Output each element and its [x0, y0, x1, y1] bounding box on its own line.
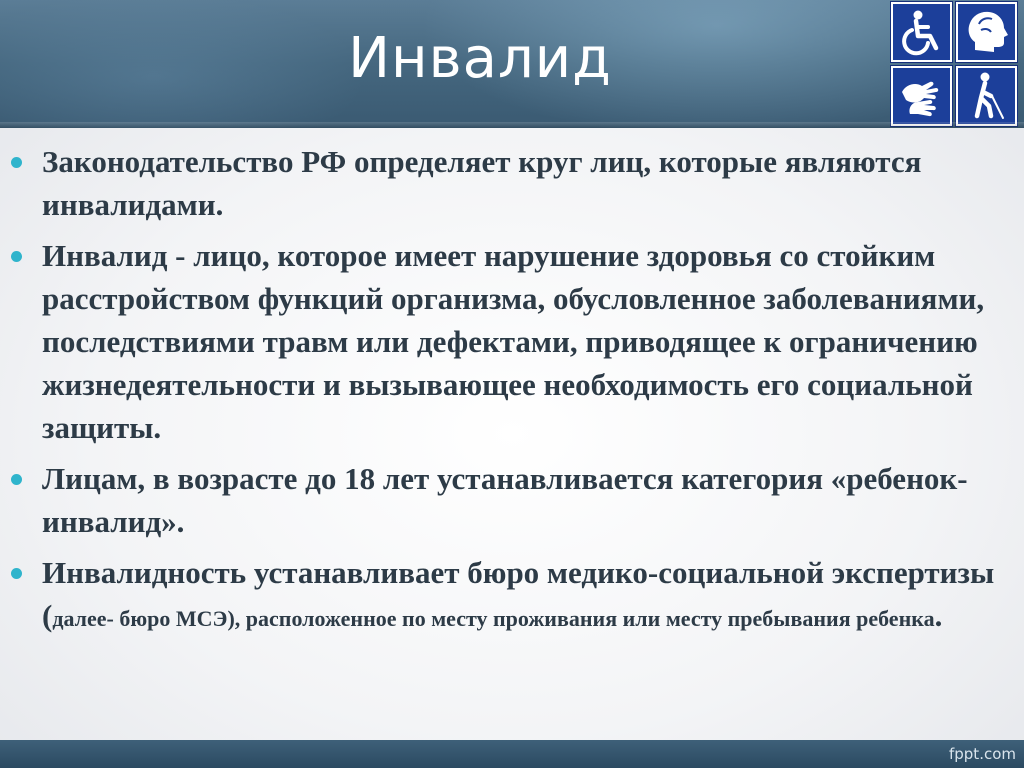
accessibility-icons	[891, 2, 1019, 126]
blind-person-cane-icon	[956, 66, 1017, 126]
bullet-text-tail: .	[934, 598, 943, 633]
wheelchair-icon	[891, 2, 952, 62]
bullet-list	[0, 140, 1000, 648]
bullet-item	[0, 551, 1000, 640]
bullet-text: Законодательство РФ определяет круг лиц, которые являются инвалидами.	[42, 144, 922, 222]
bullet-marker	[11, 568, 22, 579]
bullet-marker	[11, 251, 22, 262]
bullet-text-lead: Инвалидность устанавливает бюро медико-социальной экспертизы (	[42, 555, 995, 633]
bullet-item	[0, 234, 1000, 449]
slide-footer	[0, 740, 1024, 768]
bullet-text: Инвалид - лицо, которое имеет нарушение здоровья со стойким расстройством функций организма, обусловленное заболеваниями, последствиями травм или дефектами, приводящее к ограничению жизнедеятельности и вызывающее необходимость его социальной защиты.	[42, 238, 985, 445]
bullet-text: Лицам, в возрасте до 18 лет устанавливается категория «ребенок-инвалид».	[42, 461, 968, 539]
slide-title: Инвалид	[348, 26, 612, 91]
slide-content	[0, 128, 1024, 740]
bullet-marker	[11, 157, 22, 168]
sign-language-icon	[891, 66, 952, 126]
slide-header	[0, 0, 1024, 128]
bullet-marker	[11, 474, 22, 485]
bullet-item	[0, 457, 1000, 543]
bullet-text-small: далее- бюро МСЭ), расположенное по месту проживания или месту пребывания ребенка	[52, 606, 935, 631]
head-profile-icon	[956, 2, 1017, 62]
bullet-item	[0, 140, 1000, 226]
footer-brand: fppt.com	[948, 745, 1016, 763]
